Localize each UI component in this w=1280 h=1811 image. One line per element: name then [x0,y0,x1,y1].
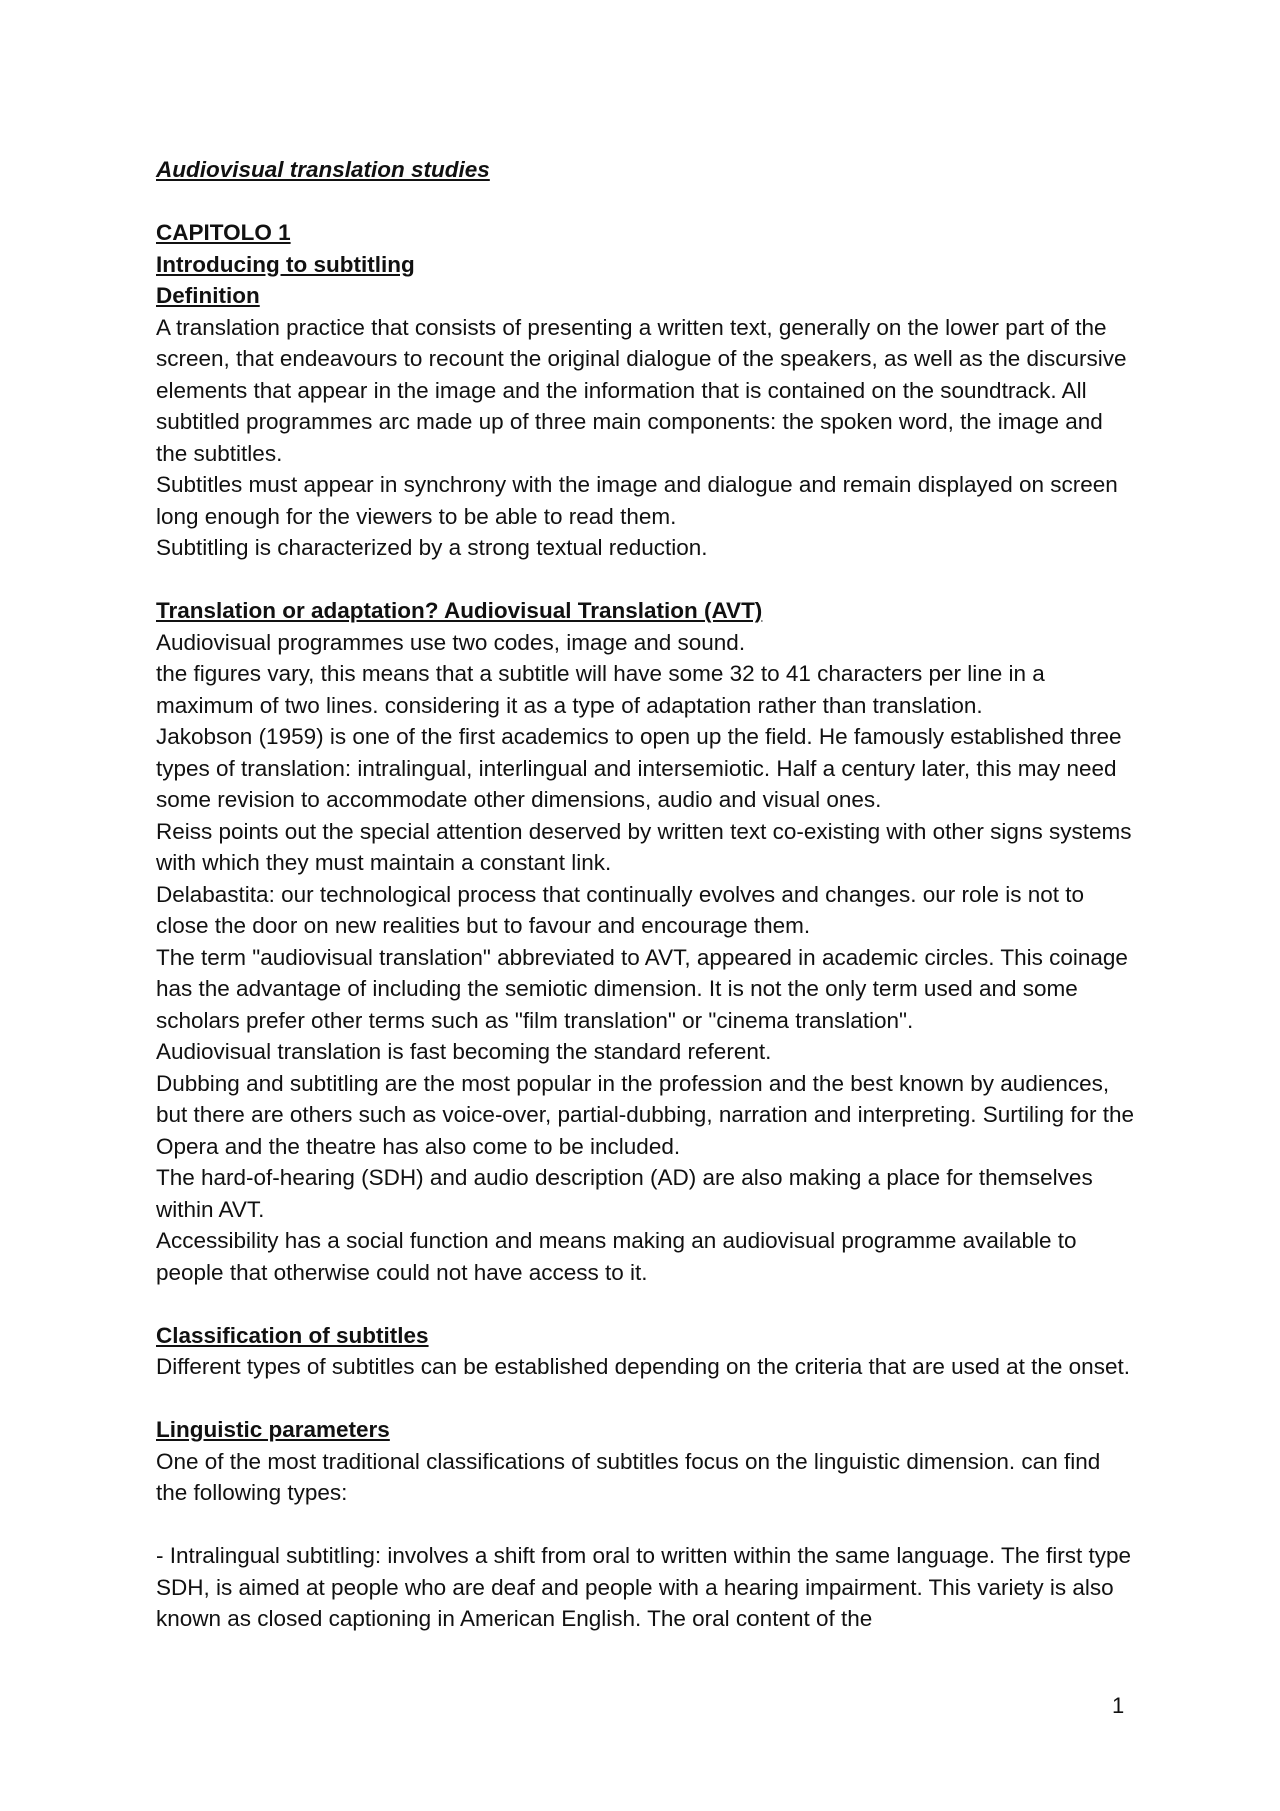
avt-paragraph: Jakobson (1959) is one of the first academics to open up the field. He famously established three types of translation: intralingual, interlingual and intersemiotic. Half a century later, this may need some revision to accommodate other dimensions, audio and visual ones. [156,724,1122,812]
document-page [156,154,1136,1635]
spacer [156,186,1136,218]
definition-paragraph: Subtitles must appear in synchrony with the image and dialogue and remain displayed on screen long enough for the viewers to be able to read them. [156,472,1118,529]
avt-paragraph: Audiovisual programmes use two codes, image and sound. [156,629,746,655]
page-number: 1 [1112,1693,1125,1718]
spacer [156,564,1136,596]
classification-heading: Classification of subtitles [156,1322,429,1348]
definition-paragraph: A translation practice that consists of presenting a written text, generally on the lower part of the screen, that endeavours to recount the original dialogue of the speakers, as well as the discursive elements that appear in the image and the information that is contained on the soundtrack. All subtitled programmes arc made up of three main components: the spoken word, the image and the subtitles. [156,314,1127,466]
avt-paragraph: the figures vary, this means that a subtitle will have some 32 to 41 characters per line in a maximum of two lines. considering it as a type of adaptation rather than translation. [156,661,1045,718]
document-title: Audiovisual translation studies [156,157,490,182]
avt-heading: Translation or adaptation? Audiovisual Translation (AVT) [156,598,763,623]
definition-paragraph: Subtitling is characterized by a strong textual reduction. [156,535,708,560]
linguistic-heading: Linguistic parameters [156,1417,390,1442]
avt-paragraph: Reiss points out the special attention deserved by written text co-existing with other signs systems with which they must maintain a constant link. [156,818,1132,875]
avt-paragraph: The hard-of-hearing (SDH) and audio description (AD) are also making a place for themselves within AVT. [156,1165,1093,1222]
spacer [156,1509,1136,1541]
list-item: - Intralingual subtitling: involves a shift from oral to written within the same language. The first type SDH, is aimed at people who are deaf and people with a hearing impairment. This variety is also known as closed captioning in American English. The oral content of the [156,1543,1132,1631]
avt-paragraph: The term "audiovisual translation" abbreviated to AVT, appeared in academic circles. This coinage has the advantage of including the semiotic dimension. It is not the only term used and some scholars prefer other terms such as "film translation" or "cinema translation". [156,944,1128,1033]
classification-paragraph: Different types of subtitles can be established depending on the criteria that are used at the onset. [156,1354,1130,1379]
spacer [156,1288,1136,1320]
avt-paragraph: Dubbing and subtitling are the most popular in the profession and the best known by audiences, but there are others such as voice-over, partial-dubbing, narration and interpreting. Surtiling for the Opera and the theatre has also come to be included. [156,1070,1135,1159]
definition-heading: Definition [156,283,260,308]
avt-paragraph: Delabastita: our technological process that continually evolves and changes. our role is not to close the door on new realities but to favour and encourage them. [156,881,1085,938]
avt-paragraph: Audiovisual translation is fast becoming the standard referent. [156,1039,772,1064]
section-title: Introducing to subtitling [156,251,415,277]
linguistic-paragraph: One of the most traditional classifications of subtitles focus on the linguistic dimension. can find the following types: [156,1448,1101,1505]
avt-paragraph: Accessibility has a social function and means making an audiovisual programme available to people that otherwise could not have access to it. [156,1228,1077,1285]
chapter-heading: CAPITOLO 1 [156,220,291,245]
spacer [156,1383,1136,1415]
